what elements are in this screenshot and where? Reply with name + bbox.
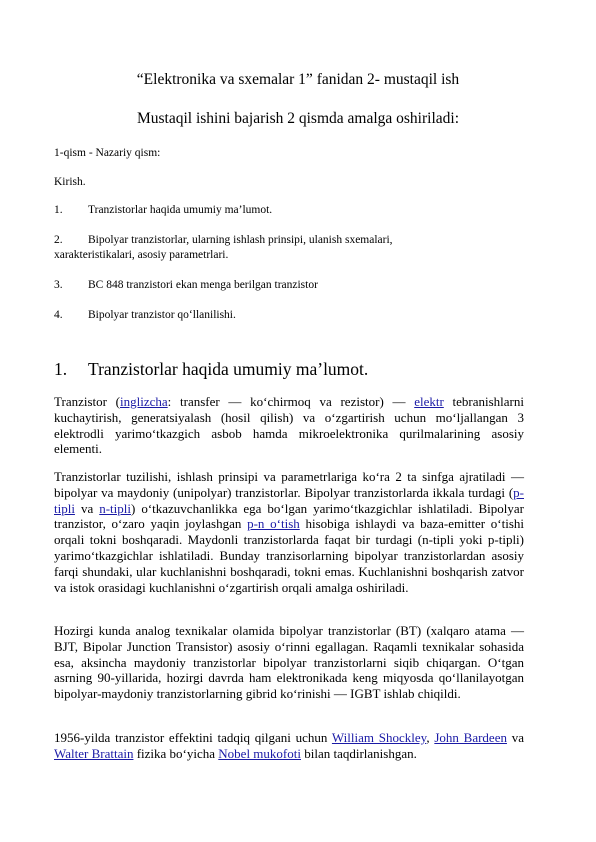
text-run: va [506, 730, 524, 745]
outline-item-text: BC 848 tranzistori ekan menga berilgan tranzistor [88, 279, 318, 291]
text-run: Tranzistor ( [54, 394, 121, 409]
outline-item-number: 4. [54, 309, 63, 321]
link-n-tipli[interactable]: n-tipli [99, 500, 131, 516]
text-run: bilan taqdirlanishgan. [300, 745, 417, 761]
link-p-tipli[interactable]: p-tipli [54, 484, 524, 516]
section-heading [54, 359, 368, 380]
document-subtitle: Mustaqil ishini bajarish 2 qismda amalga oshiriladi: [136, 110, 459, 127]
link-inglizcha[interactable]: inglizcha [120, 394, 168, 409]
text-run: fizika bo‘yicha [133, 745, 219, 761]
text-run: 1956-yilda tranzistor effektini tadqiq qilgani uchun [54, 730, 332, 745]
text-run: , [426, 730, 435, 745]
link-p-n-otish[interactable]: p-n o‘tish [247, 516, 300, 532]
outline-item-continuation: xarakteristikalari, asosiy parametrlari. [54, 249, 229, 261]
paragraph-4 [54, 730, 524, 762]
outline-item-text: Bipolyar tranzistorlar, ularning ishlash prinsipi, ulanish sxemalari, [88, 234, 393, 246]
link-william-shockley[interactable]: William Shockley [331, 730, 427, 745]
document-title: “Elektronika va sxemalar 1” fanidan 2- mustaqil ish [136, 71, 460, 88]
text-run: tebranishlarni kuchaytirish, generatsiyalash (hosil qilish) va o‘zgartirish uchun mo‘ljallangan 3 elektrodli yarimo‘tkazgich asbob hamda mikroelektronika qurilmalarining asosiy elementi. [54, 394, 525, 457]
paragraph-3: Hozirgi kunda analog texnikalar olamida bipolyar tranzistorlar (BT) (xalqaro atama — BJT, Bipolar Junction Transistor) asosiy o‘rinni egallagan. Raqamli texnikalar sohasida esa, aksincha maydoniy tranzistorlar bipolyar tranzistorlarni siqib chiqargan. O‘tgan asrning 90-yillarida, hozirgi davrda ham elektronikada keng miqyosda qo‘llanilayotgan bipolyar-maydoniy tranzistorlarning gibrid ko‘rinishi — IGBT ishlab chiqildi. [54, 623, 524, 702]
link-walter-brattain[interactable]: Walter Brattain [54, 745, 134, 761]
outline-item-text: Bipolyar tranzistor qo‘llanilishi. [88, 309, 236, 321]
text-run: ) o‘tkazuvchanlikka ega bo‘lgan yarimo‘tkazgichlar ishlatiladi. Bipolyar tranzistor, o‘zaro yaqin joylashgan [54, 500, 524, 532]
outline-item-text: Tranzistorlar haqida umumiy ma’lumot. [88, 204, 273, 216]
section-title: Tranzistorlar haqida umumiy ma’lumot. [88, 359, 369, 379]
link-john-bardeen[interactable]: John Bardeen [434, 730, 507, 745]
outline-item-number: 3. [54, 279, 63, 291]
link-elektr[interactable]: elektr [414, 394, 444, 409]
text-run: hisobiga ishlaydi va baza-emitter o‘tishi orqali tokni boshqaradi. Maydonli tranzistorlarda faqat bir turdagi (n-tipli yoki p-tipli) yarimo‘tkazgichlar ishlatiladi. Bunday tranzisorlarning bipolyar tranzistorlardan asosiy farqi shundaki, ular kuchlanishni boshqaradi, tokni emas. Kuchlanishni boshqarish zatvor va istok orasidagi kuchlanishni o‘zgartirish orqali amalga oshiriladi. [54, 516, 524, 595]
text-run: Tranzistorlar tuzilishi, ishlash prinsipi va parametrlariga ko‘ra 2 ta sinfga ajratiladi — bipolyar va maydoniy (unipolyar) tranzistorlar. Bipolyar tranzistorlarda ikkala turdagi ( [54, 469, 524, 500]
paragraph-2 [54, 469, 524, 595]
outline-item-number: 1. [54, 204, 63, 216]
paragraph-1 [54, 394, 524, 457]
part-label: 1-qism - Nazariy qism: [54, 147, 161, 159]
intro-label: Kirish. [54, 176, 86, 188]
text-run: : transfer — ko‘chirmoq va rezistor) — [167, 394, 415, 409]
outline-item-number: 2. [54, 234, 63, 246]
section-number: 1. [54, 359, 68, 379]
text-run: va [74, 500, 100, 516]
link-nobel-mukofoti[interactable]: Nobel mukofoti [218, 745, 301, 761]
